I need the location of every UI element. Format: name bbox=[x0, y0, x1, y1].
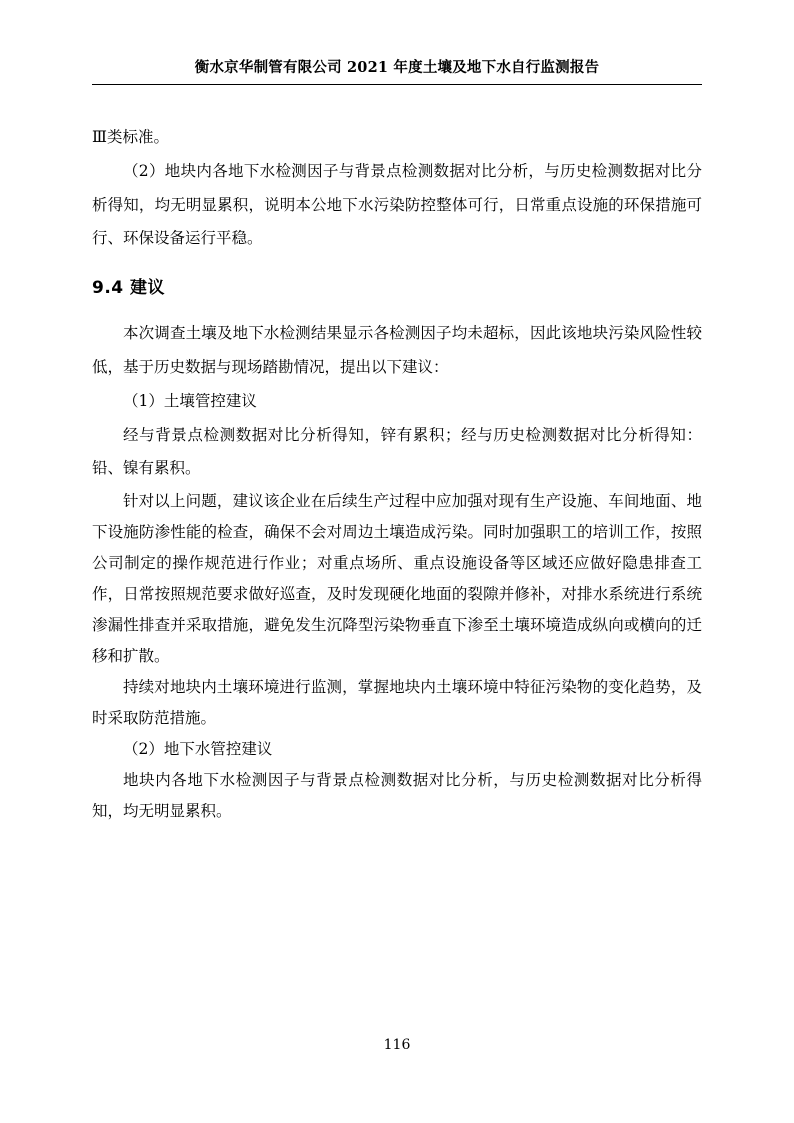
paragraph-groundwater-conclusion: 地块内各地下水检测因子与背景点检测数据对比分析，与历史检测数据对比分析得知，均无明显累积。 bbox=[92, 771, 702, 821]
paragraph-soil-control-title: （1）土壤管控建议 bbox=[123, 391, 257, 410]
paragraph-soil-monitoring: 持续对地块内土壤环境进行监测，掌握地块内土壤环境中特征污染物的变化趋势，及时采取防范措施。 bbox=[92, 678, 702, 728]
paragraph-survey-result: 本次调查土壤及地下水检测结果显示各检测因子均未超标，因此该地块污染风险性较低，基于历史数据与现场踏勘情况，提出以下建议： bbox=[92, 324, 702, 376]
paragraph-groundwater-control-title: （2）地下水管控建议 bbox=[123, 740, 273, 759]
page-number: 116 bbox=[383, 1037, 411, 1053]
paragraph-continuation: Ⅲ类标准。 bbox=[92, 128, 169, 146]
paragraph-soil-accumulation: 经与背景点检测数据对比分析得知，锌有累积；经与历史检测数据对比分析得知：铅、镍有累积。 bbox=[92, 425, 702, 478]
heading-9-4: 9.4 建议 bbox=[92, 278, 166, 299]
page-header-title: 衡水京华制管有限公司 2021 年度土壤及地下水自行监测报告 bbox=[194, 59, 600, 76]
header-divider bbox=[92, 84, 702, 85]
paragraph-groundwater-comparison: （2）地块内各地下水检测因子与背景点检测数据对比分析，与历史检测数据对比分析得知，均无明显累积，说明本公地下水污染防控整体可行，日常重点设施的环保措施可行、环保设备运行平稳。 bbox=[92, 161, 702, 248]
document-body bbox=[92, 121, 702, 827]
paragraph-soil-recommendations: 针对以上问题，建议该企业在后续生产过程中应加强对现有生产设施、车间地面、地下设施防渗性能的检查，确保不会对周边土壤造成污染。同时加强职工的培训工作，按照公司制定的操作规范进行作业；对重点场所、重点设施设备等区域还应做好隐患排查工作，日常按照规范要求做好巡查，及时发现硬化地面的裂隙并修补，对排水系统进行系统渗漏性排查并采取措施，避免发生沉降型污染物垂直下渗至土壤环境造成纵向或横向的迁移和扩散。 bbox=[92, 492, 702, 666]
